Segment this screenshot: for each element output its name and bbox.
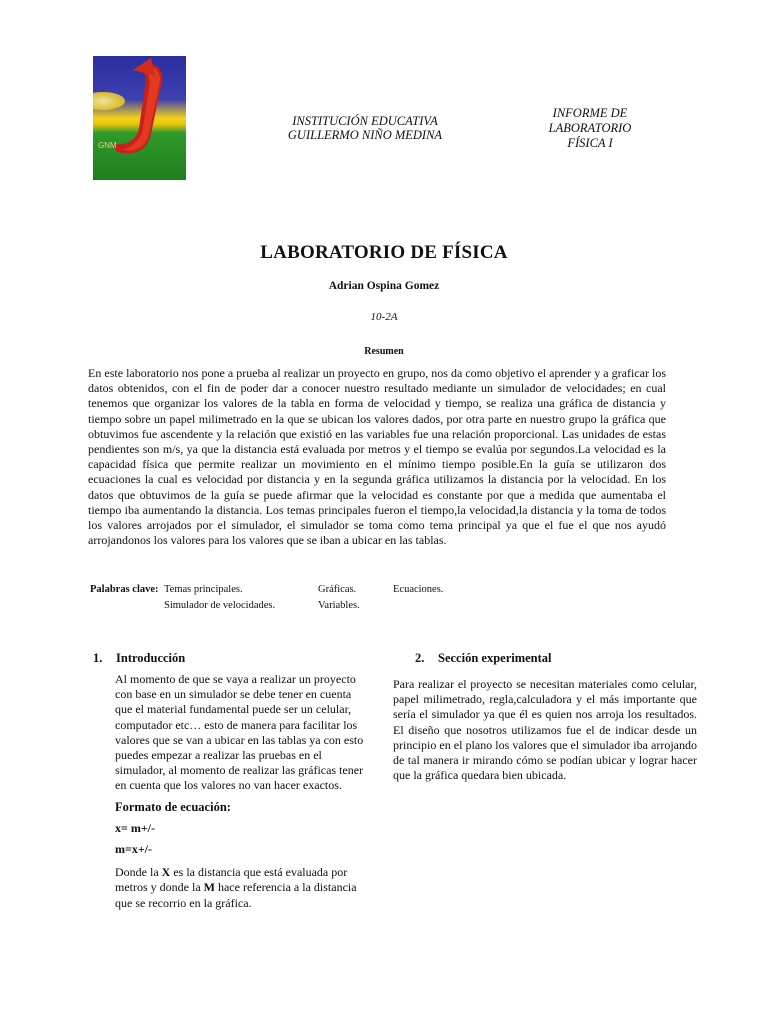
equation-format-title: Formato de ecuación: — [115, 799, 231, 814]
desc-part1: Donde la — [115, 865, 162, 880]
equation-description — [115, 865, 370, 911]
keywords-col3 — [393, 582, 443, 598]
abstract-text: En este laboratorio nos pone a prueba al realizar un proyecto en grupo, nos da como objetivo el aprender y a graficar los datos obtenidos, con el fin de poder dar a conocer nuestro resultado mediante un simulador de velocidades; en cual tenemos que organizar los valores de la tabla en forma de velocidad y tiempo, se realiza una gráfica de distancia y tiempo sobre un papel milimetrado en la que se ubican los valores dados, por otra parte en nuestro grupo la gráfica que obtuvimos fue ascendente y la relación que existió en las variables fue una relación proporcional. Las unidades de estas pendientes son m/s, ya que la distancia está evaluada por metros y el tiempo se evalúa por segundos.La velocidad es la capacidad física que permite realizar un movimiento en el mínimo tiempo posible.En la guía se utilizaron dos ecuaciones la cual es velocidad por distancia y en la segunda gráfica utilizamos la distancia por la velocidad. En los datos que obtuvimos de la guía se puede afirmar que la velocidad es constante por que a medida que aumentaba el tiempo iba aumentando la distancia. Los temas principales fueron el tiempo,la velocidad,la distancia y la toma de todos los valores arrojados por el simulador, el simulador se toma como tema principal ya que el fue el que nos ayudó arrojandonos los valores para los valores que se iban a ubicar en las tablas. — [88, 366, 666, 548]
desc-x: X — [161, 865, 171, 880]
group-code: 10-2A — [370, 311, 398, 323]
institution-name — [270, 114, 460, 142]
keyword: Variables. — [318, 600, 360, 611]
section1-title: Introducción — [116, 651, 186, 665]
abstract-heading: Resumen — [364, 346, 404, 357]
report-line1: INFORME DE — [552, 106, 628, 120]
report-label — [540, 106, 640, 151]
desc-part2: es la distancia que está evaluada por metros y donde la — [115, 865, 348, 895]
report-line3: FÍSICA I — [567, 136, 613, 150]
section2-title: Sección experimental — [438, 651, 552, 665]
section1-paragraph: Al momento de que se vaya a realizar un proyecto con base en un simulador se debe tener en cuenta que el material fundamental puede ser un celular, computador etc… esto de manera para facilitar los valores que se van a ubicar en las tablas ya con esto puedes empezar a realizar las pruebas en el simulador, al momento de realizar las gráficas tener en cuenta que los valores no van hacer exactos. — [115, 672, 364, 793]
keywords-col2 — [318, 582, 360, 614]
desc-m: M — [203, 880, 215, 895]
author-name: Adrian Ospina Gomez — [328, 280, 440, 292]
logo-text: GNM — [98, 141, 117, 150]
section2-number: 2. — [415, 651, 425, 665]
desc-part3: hace referencia a la distancia que se recorrio en la gráfica. — [115, 880, 357, 910]
equation-2: m=x+/- — [115, 842, 153, 857]
report-line2: LABORATORIO — [548, 121, 632, 135]
equation-1: x= m+/- — [115, 820, 156, 835]
section2-body: Para realizar el proyecto se necesitan materiales como celular, papel milimetrado, regla,calculadora y el más importante que sería el simulador ya que él es quien nos arroja los resultados. El diseño que nosotros utilizamos fue el de indicar desde un principio en el plano los valores que el simulador iba arrojando de tal manera ir mirando cómo se podían ubicar y lograr hacer que la gráfica quedara bien ubicada. — [393, 677, 697, 783]
institution-line2: GUILLERMO NIÑO MEDINA — [287, 128, 443, 142]
institution-line1: INSTITUCIÓN EDUCATIVA — [292, 114, 438, 128]
institution-logo — [93, 56, 186, 180]
keyword: Temas principales. — [164, 584, 243, 595]
keywords-label: Palabras clave: — [90, 584, 159, 595]
keyword: Ecuaciones. — [393, 584, 444, 595]
keyword: Simulador de velocidades. — [164, 600, 276, 611]
section1-body — [115, 672, 370, 911]
keyword: Gráficas. — [318, 584, 357, 595]
section1-number: 1. — [93, 651, 103, 665]
document-title: LABORATORIO DE FÍSICA — [260, 242, 508, 263]
keywords-col1 — [164, 582, 275, 614]
